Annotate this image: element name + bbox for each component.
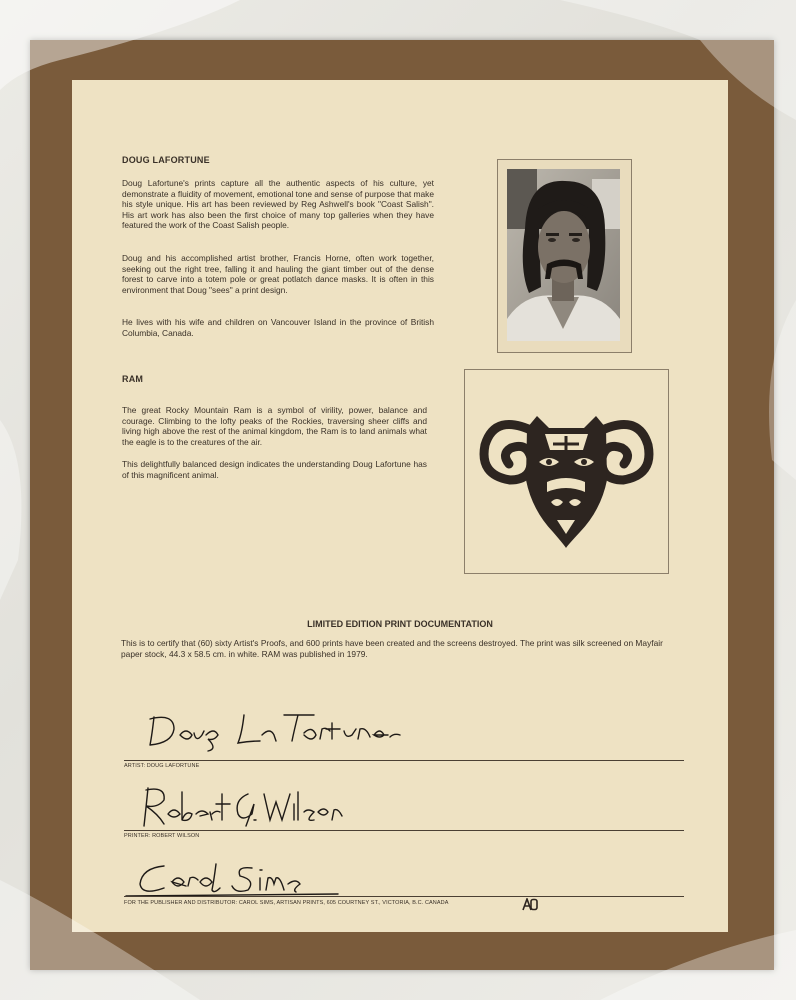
printer-signature [138,780,348,830]
artisan-prints-logo-icon [522,898,538,911]
documentation-title: LIMITED EDITION PRINT DOCUMENTATION [307,619,493,629]
print-description-paragraph-1: The great Rocky Mountain Ram is a symbol of virility, power, balance and courage. Climbing to the lofty peaks of the Rockies, traversing sheer cliffs and living high above the rest of the animal kingdom, the Ram is to land animals what the eagle is to the creatures of the air. [122,405,427,447]
artist-signature [144,705,414,753]
certificate-sheet [72,80,728,932]
artist-heading: DOUG LAFORTUNE [122,155,210,165]
documentation-text: This is to certify that (60) sixty Artist's Proofs, and 600 prints have been created and the screens destroyed. The print was silk screened on Mayfair paper stock, 44.3 x 58.5 cm. in white. RAM was published in 1979. [121,638,663,659]
ram-artwork-icon [465,370,668,573]
ram-artwork-frame [464,369,669,574]
printer-caption: PRINTER: ROBERT WILSON [124,833,200,839]
artist-signature-line [124,760,684,761]
artist-bio-paragraph-1: Doug Lafortune's prints capture all the authentic aspects of his culture, yet demonstrate a fluidity of movement, emotional tone and sense of purpose that make his style unique. His art has been reviewed by Reg Ashwell's book "Coast Salish". His art work has also been the first choice of many top galleries when they have featured the work of the Coast Salish people. [122,178,434,231]
printer-signature-line [124,830,684,831]
artist-bio-paragraph-3: He lives with his wife and children on Vancouver Island in the province of British Columbia, Canada. [122,317,434,338]
publisher-signature-line [124,896,684,897]
artist-bio-paragraph-2: Doug and his accomplished artist brother, Francis Horne, often work together, seeking out the right tree, falling it and hauling the giant timber out of the dense forest to carve into a totem pole or great potlatch dance masks. It is often in this environment that Doug "sees" a print design. [122,253,434,295]
artist-photo-frame [497,159,632,353]
print-description-paragraph-2: This delightfully balanced design indicates the understanding Doug Lafortune has of this magnificent animal. [122,459,427,480]
artist-caption: ARTIST: DOUG LAFORTUNE [124,763,200,769]
print-heading: RAM [122,374,144,384]
publisher-signature [124,856,344,900]
publisher-caption: FOR THE PUBLISHER AND DISTRIBUTOR: CAROL SIMS, ARTISAN PRINTS, 605 COURTNEY ST., VICTORIA, B.C. CANADA [124,900,449,906]
artist-photo [507,169,620,341]
